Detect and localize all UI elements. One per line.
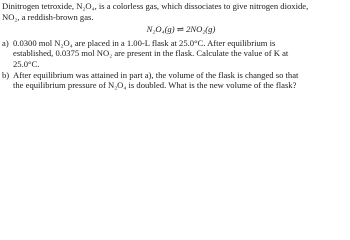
intro-line-2: NO₂, a reddish-brown gas.: [2, 11, 94, 22]
question-b-line-2: the equilibrium pressure of N₂O₄ is doubled. What is the new volume of the flask?: [13, 80, 297, 91]
question-b-line-1: After equilibrium was attained in part a), the volume of the flask is changed so that: [13, 69, 299, 80]
question-a-line-1: 0.0300 mol N₂O₄ are placed in a 1.00-L flask at 25.0°C. After equilibrium is: [13, 37, 276, 48]
question-a-line-2: established, 0.0375 mol NO₂ are present in the flask. Calculate the value of K at: [13, 48, 289, 59]
intro-line-1: Dinitrogen tetroxide, N₂O₄, is a colorless gas, which dissociates to give nitrogen dioxide,: [2, 1, 309, 11]
question-b: [2, 70, 348, 91]
question-a-label: a): [2, 37, 9, 48]
question-b-label: b): [2, 69, 10, 80]
question-a-line-3: 25.0°C.: [13, 58, 40, 69]
chemical-equation: N₂O₄(g) ⇌ 2NO₂(g): [146, 24, 216, 35]
problem-intro: [2, 1, 348, 22]
problem-document: [2, 1, 348, 91]
question-a: [2, 38, 348, 70]
